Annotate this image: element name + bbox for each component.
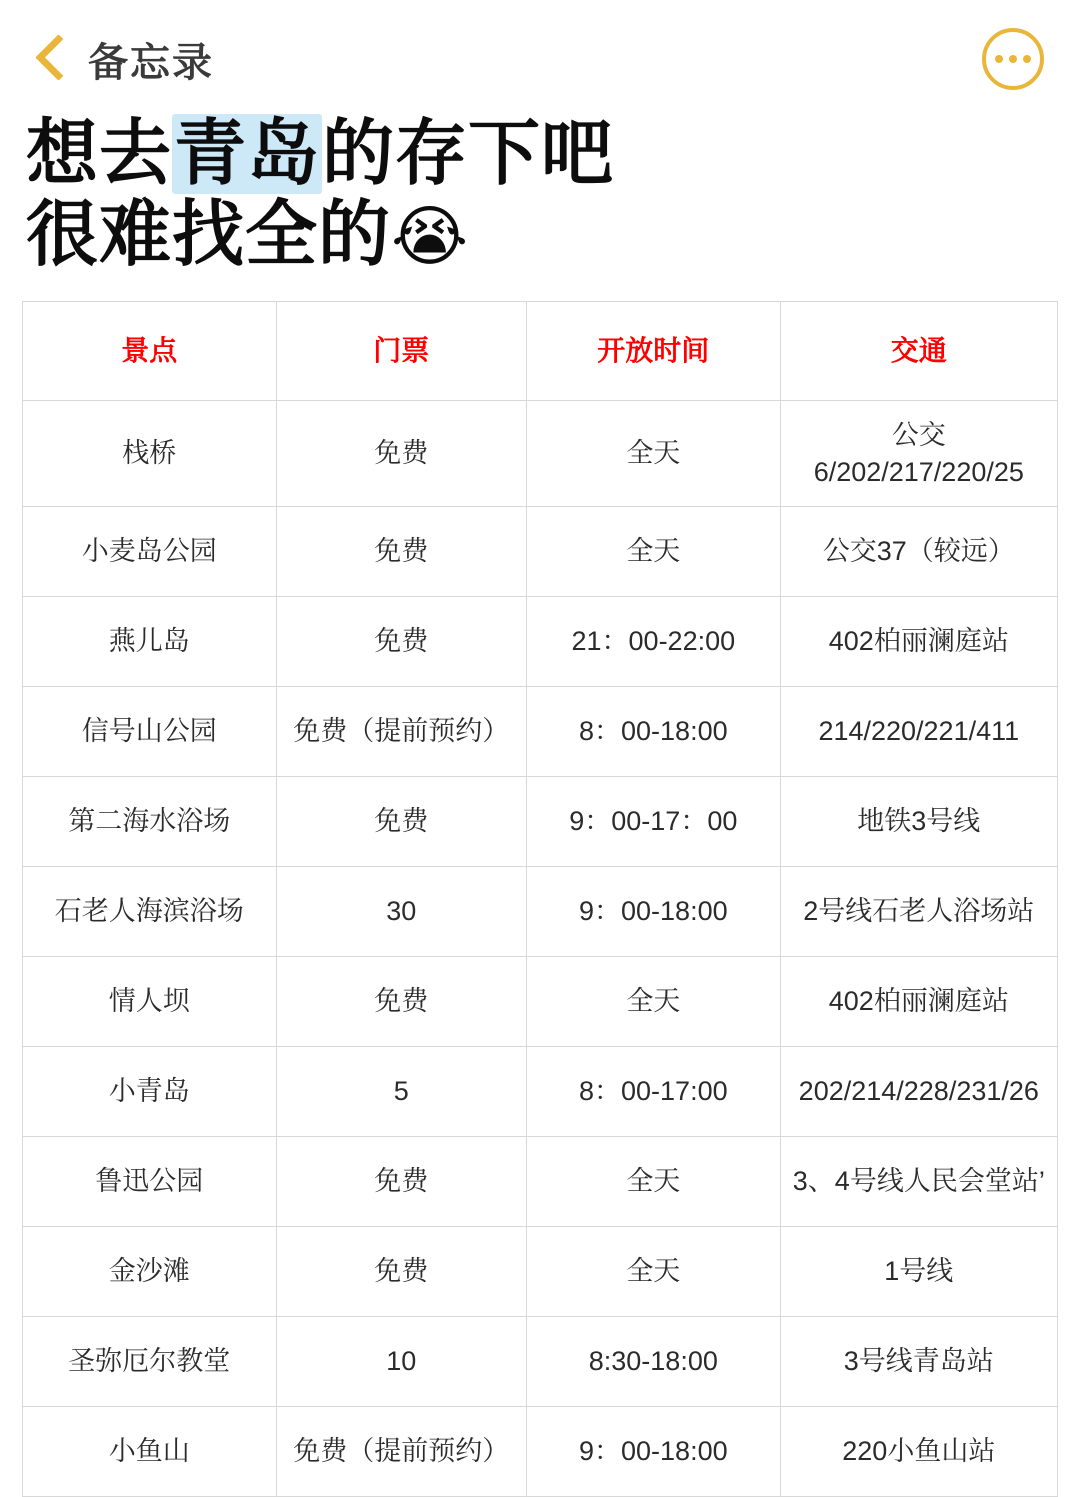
cell-transport: 地铁3号线 <box>780 777 1057 867</box>
cell-transport: 202/214/228/231/26 <box>780 1047 1057 1137</box>
app-title: 备忘录 <box>88 40 214 85</box>
column-header-transport: 交通 <box>780 302 1057 401</box>
table-row <box>23 401 1058 507</box>
title-line-1-pre: 想去 <box>26 114 173 194</box>
table-row <box>23 777 1058 867</box>
cell-attraction: 石老人海滨浴场 <box>23 867 277 957</box>
table-row <box>23 957 1058 1047</box>
cell-transport: 3、4号线人民会堂站’ <box>780 1137 1057 1227</box>
cell-attraction: 第二海水浴场 <box>23 777 277 867</box>
title-line-1 <box>26 114 1054 195</box>
more-dot-1 <box>995 55 1003 63</box>
more-dot-2 <box>1009 55 1017 63</box>
cell-attraction: 圣弥厄尔教堂 <box>23 1317 277 1407</box>
cell-ticket: 免费（提前预约） <box>276 1407 526 1497</box>
table-row <box>23 597 1058 687</box>
cell-transport: 公交37（较远） <box>780 507 1057 597</box>
table-row <box>23 1317 1058 1407</box>
page-title <box>0 114 1080 275</box>
top-bar <box>0 0 1080 118</box>
title-line-1-post: 的存下吧 <box>322 114 615 194</box>
cell-attraction: 小麦岛公园 <box>23 507 277 597</box>
cell-ticket: 免费 <box>276 507 526 597</box>
cell-attraction: 信号山公园 <box>23 687 277 777</box>
cell-ticket: 10 <box>276 1317 526 1407</box>
cell-hours: 9：00-17：00 <box>527 777 781 867</box>
cell-hours: 全天 <box>527 507 781 597</box>
top-bar-left <box>30 31 214 88</box>
cell-ticket: 30 <box>276 867 526 957</box>
more-options-icon[interactable] <box>982 28 1044 90</box>
table-header-row <box>23 302 1058 401</box>
cell-ticket: 免费 <box>276 1227 526 1317</box>
title-line-2 <box>26 195 1054 276</box>
more-dot-3 <box>1023 55 1031 63</box>
table-row <box>23 1407 1058 1497</box>
cell-hours: 全天 <box>527 401 781 507</box>
table-row <box>23 867 1058 957</box>
table-row <box>23 507 1058 597</box>
attractions-table <box>22 301 1058 1497</box>
cell-attraction: 小青岛 <box>23 1047 277 1137</box>
title-highlight: 青岛 <box>174 114 321 194</box>
cell-attraction: 小鱼山 <box>23 1407 277 1497</box>
attractions-table-wrapper <box>0 301 1080 1497</box>
column-header-hours: 开放时间 <box>527 302 781 401</box>
cell-attraction: 鲁迅公园 <box>23 1137 277 1227</box>
cell-transport: 214/220/221/411 <box>780 687 1057 777</box>
cell-hours: 21：00-22:00 <box>527 597 781 687</box>
table-row <box>23 1047 1058 1137</box>
cell-hours: 全天 <box>527 1137 781 1227</box>
cell-attraction: 金沙滩 <box>23 1227 277 1317</box>
cell-ticket: 免费 <box>276 597 526 687</box>
cell-transport: 402柏丽澜庭站 <box>780 957 1057 1047</box>
column-header-attraction: 景点 <box>23 302 277 401</box>
cell-ticket: 免费 <box>276 777 526 867</box>
cell-ticket: 5 <box>276 1047 526 1137</box>
column-header-ticket: 门票 <box>276 302 526 401</box>
table-row <box>23 1227 1058 1317</box>
title-line-2-text: 很难找全的 <box>26 194 392 275</box>
cell-transport: 1号线 <box>780 1227 1057 1317</box>
cell-transport: 2号线石老人浴场站 <box>780 867 1057 957</box>
cell-attraction: 燕儿岛 <box>23 597 277 687</box>
cell-ticket: 免费（提前预约） <box>276 687 526 777</box>
cell-ticket: 免费 <box>276 401 526 507</box>
cell-hours: 9：00-18:00 <box>527 867 781 957</box>
cell-attraction: 情人坝 <box>23 957 277 1047</box>
table-row <box>23 687 1058 777</box>
table-header <box>23 302 1058 401</box>
cell-hours: 全天 <box>527 1227 781 1317</box>
cell-hours: 8：00-17:00 <box>527 1047 781 1137</box>
table-body <box>23 401 1058 1497</box>
cell-transport: 220小鱼山站 <box>780 1407 1057 1497</box>
table-row <box>23 1137 1058 1227</box>
crying-face-emoji: 😭 <box>391 198 470 273</box>
cell-transport: 公交 6/202/217/220/25 <box>780 401 1057 507</box>
cell-transport: 3号线青岛站 <box>780 1317 1057 1407</box>
back-chevron-icon[interactable] <box>30 31 74 87</box>
cell-transport: 402柏丽澜庭站 <box>780 597 1057 687</box>
cell-hours: 全天 <box>527 957 781 1047</box>
cell-hours: 8：00-18:00 <box>527 687 781 777</box>
cell-attraction: 栈桥 <box>23 401 277 507</box>
cell-ticket: 免费 <box>276 957 526 1047</box>
cell-hours: 9：00-18:00 <box>527 1407 781 1497</box>
cell-ticket: 免费 <box>276 1137 526 1227</box>
cell-hours: 8:30-18:00 <box>527 1317 781 1407</box>
